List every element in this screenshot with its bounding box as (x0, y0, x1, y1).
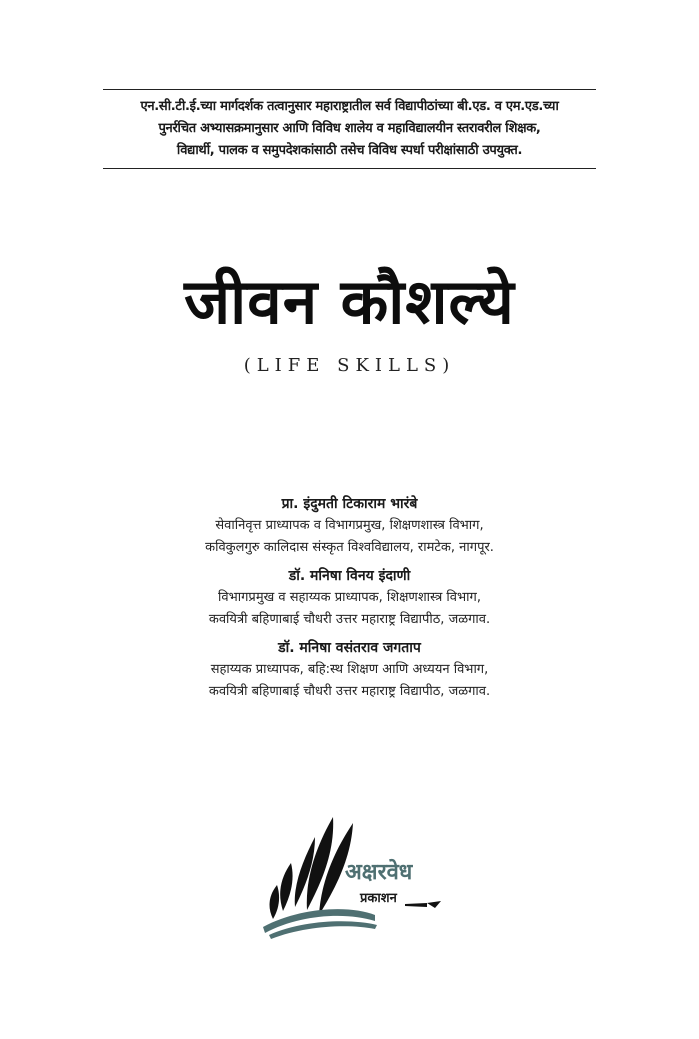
header-line-1: एन.सी.टी.ई.च्या मार्गदर्शक तत्वानुसार महाराष्ट्रातील सर्व विद्यापीठांच्या बी.एड. व एम.एड.च्या (140, 99, 559, 114)
book-title: जीवन कौशल्ये (184, 265, 515, 338)
header-band (103, 89, 596, 169)
publisher-subtitle: प्रकाशन (360, 891, 397, 906)
header-line-3: विद्यार्थी, पालक व समुपदेशकांसाठी तसेच विविध स्पर्धा परीक्षांसाठी उपयुक्त. (176, 143, 523, 158)
author-3-institution: कवयित्री बहिणाबाई चौधरी उत्तर महाराष्ट्र विद्यापीठ, जळगाव. (208, 684, 491, 699)
author-1-designation: सेवानिवृत्त प्राध्यापक व विभागप्रमुख, शिक्षणशास्त्र विभाग, (215, 518, 484, 533)
author-3-name: डॉ. मनिषा वसंतराव जगताप (278, 640, 421, 656)
author-list (0, 493, 699, 703)
author-1-institution: कविकुलगुरु कालिदास संस्कृत विश्वविद्यालय, रामटेक, नागपूर. (205, 540, 494, 555)
author-1-name: प्रा. इंदुमती टिकाराम भारंबे (281, 496, 418, 512)
author-3-designation: सहाय्यक प्राध्यापक, बहि:स्थ शिक्षण आणि अध्ययन विभाग, (210, 662, 489, 677)
author-2-name: डॉ. मनिषा विनय इंदाणी (288, 568, 411, 584)
author-2-designation: विभागप्रमुख व सहाय्यक प्राध्यापक, शिक्षणशास्त्र विभाग, (218, 590, 481, 605)
publisher-name: अक्षरवेध (345, 860, 413, 885)
header-line-2: पुनर्रचित अभ्यासक्रमानुसार आणि विविध शालेय व महाविद्यालयीन स्तरावरील शिक्षक, (158, 121, 541, 136)
author-2-institution: कवयित्री बहिणाबाई चौधरी उत्तर महाराष्ट्र विद्यापीठ, जळगाव. (208, 612, 491, 627)
book-subtitle: (LIFE SKILLS) (243, 355, 456, 376)
